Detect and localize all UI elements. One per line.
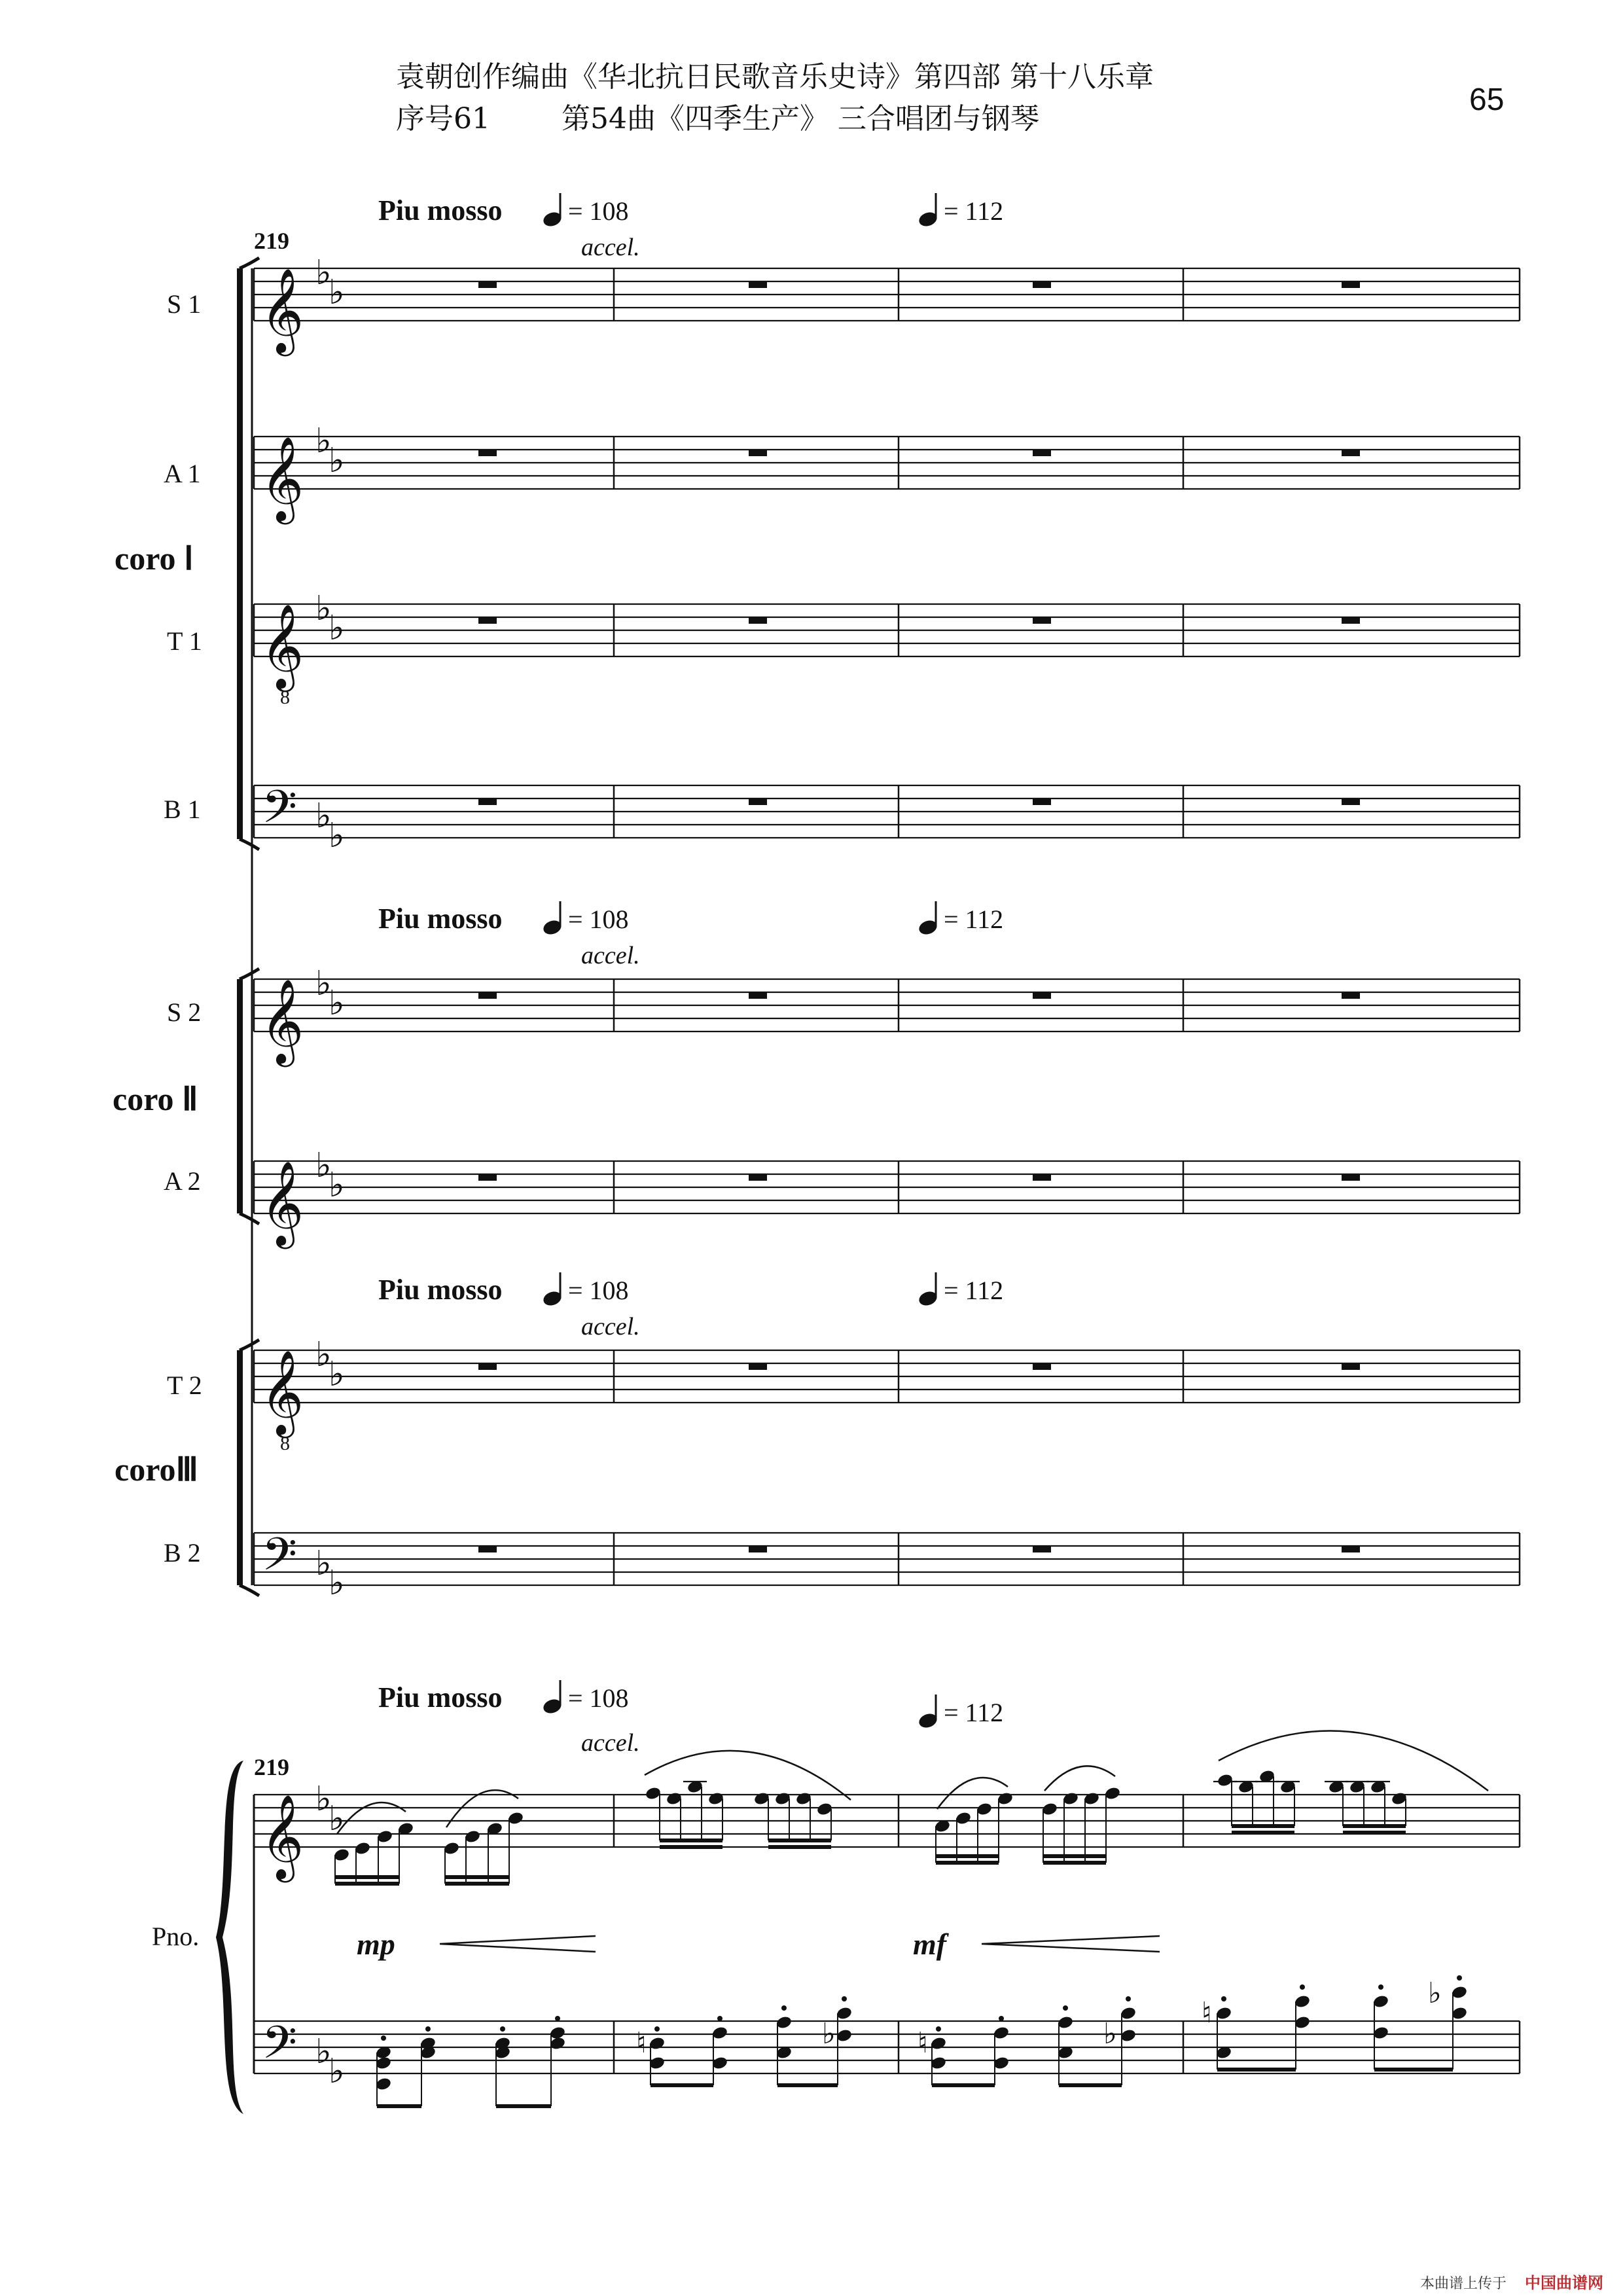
flat-icon: ♭ bbox=[329, 816, 345, 855]
slur bbox=[937, 1778, 1008, 1809]
treble-clef-icon: 𝄞 bbox=[260, 1794, 304, 1879]
metronome-108: = 108 bbox=[568, 905, 629, 934]
accel-marking: accel. bbox=[581, 1729, 640, 1757]
flat-icon: ♭ bbox=[1428, 1977, 1442, 2010]
staff bbox=[254, 1335, 1520, 1454]
whole-rest bbox=[478, 1174, 497, 1181]
staff bbox=[254, 253, 1520, 357]
tempo-marking-4 bbox=[378, 1680, 1003, 1757]
whole-rest bbox=[749, 281, 767, 288]
treble-clef-icon: 𝄞 bbox=[260, 1160, 304, 1246]
tempo-text: Piu mosso bbox=[378, 1274, 503, 1306]
tempo-text: Piu mosso bbox=[378, 903, 503, 935]
whole-rest bbox=[1342, 1363, 1360, 1370]
staccato-dot bbox=[842, 1996, 847, 2001]
whole-rest bbox=[478, 992, 497, 999]
bass-clef-icon: 𝄢 bbox=[262, 2016, 298, 2080]
piano-brace bbox=[216, 1761, 254, 2114]
flat-icon: ♭ bbox=[822, 2017, 836, 2051]
whole-rest bbox=[1342, 1546, 1360, 1552]
quarter-note-icon bbox=[917, 193, 938, 228]
flat-icon: ♭ bbox=[315, 1335, 332, 1374]
accel-marking: accel. bbox=[581, 942, 640, 969]
flat-icon: ♭ bbox=[329, 2052, 345, 2091]
staff bbox=[254, 1146, 1520, 1249]
slur bbox=[446, 1790, 518, 1827]
staff bbox=[254, 1528, 1520, 1603]
group-brackets bbox=[237, 258, 259, 1596]
whole-rest bbox=[749, 798, 767, 805]
flat-icon: ♭ bbox=[1103, 2017, 1117, 2051]
staccato-dot bbox=[999, 2016, 1004, 2021]
staff-label-b2: B 2 bbox=[164, 1538, 201, 1568]
whole-rest bbox=[1342, 281, 1360, 288]
natural-icon: ♮ bbox=[918, 2026, 928, 2060]
whole-rest bbox=[478, 1363, 497, 1370]
slur bbox=[645, 1751, 851, 1800]
staccato-dot bbox=[500, 2026, 505, 2032]
staff bbox=[254, 780, 1520, 855]
whole-rest bbox=[1342, 450, 1360, 456]
group-name-coro-1: coro Ⅰ bbox=[115, 540, 194, 577]
accel-marking: accel. bbox=[581, 1313, 640, 1340]
whole-rest bbox=[478, 281, 497, 288]
treble-clef-icon: 𝄞 bbox=[260, 603, 304, 689]
whole-rest bbox=[1342, 1174, 1360, 1181]
staff-label-s2: S 2 bbox=[167, 997, 202, 1027]
staff-label-a1: A 1 bbox=[164, 459, 201, 488]
header-piece: 第54曲《四季生产》 三合唱团与钢琴 bbox=[562, 102, 1039, 135]
dynamic-mf: mf bbox=[913, 1928, 947, 1961]
music-marks bbox=[333, 281, 1488, 2106]
tempo-marking-1 bbox=[378, 193, 1003, 261]
group-name-coro-2: coro Ⅱ bbox=[113, 1081, 198, 1117]
measure-number: 219 bbox=[254, 1754, 289, 1780]
treble-clef-icon: 𝄞 bbox=[260, 978, 304, 1064]
page-number: 65 bbox=[1469, 82, 1505, 117]
footer-logo: 中国曲谱网 bbox=[1525, 2274, 1603, 2292]
whole-rest bbox=[478, 798, 497, 805]
whole-rest bbox=[749, 1174, 767, 1181]
slur bbox=[1044, 1766, 1115, 1791]
crescendo-hairpin bbox=[982, 1936, 1160, 1952]
flat-icon: ♭ bbox=[329, 609, 345, 648]
metronome-112: = 112 bbox=[944, 905, 1004, 934]
flat-icon: ♭ bbox=[315, 422, 332, 461]
tempo-text: Piu mosso bbox=[378, 194, 503, 226]
tempo-marking-3 bbox=[378, 1272, 1003, 1340]
crescendo-hairpin bbox=[440, 1936, 596, 1952]
metronome-108: = 108 bbox=[568, 1683, 629, 1713]
staccato-dot bbox=[1126, 1996, 1131, 2001]
whole-rest bbox=[478, 1546, 497, 1552]
ottava-8: 8 bbox=[280, 1433, 290, 1454]
staff bbox=[254, 964, 1520, 1067]
whole-rest bbox=[478, 617, 497, 624]
whole-rest bbox=[1342, 992, 1360, 999]
staccato-dot bbox=[1300, 1984, 1305, 1990]
staff bbox=[254, 2016, 1520, 2091]
treble-clef-icon: 𝄞 bbox=[260, 268, 304, 353]
natural-icon: ♮ bbox=[636, 2026, 647, 2060]
bass-clef-icon: 𝄢 bbox=[262, 1528, 298, 1592]
group-name-coro-3: coroⅢ bbox=[115, 1451, 198, 1488]
staff-label-t2: T 2 bbox=[167, 1371, 202, 1400]
staccato-dot bbox=[717, 2016, 722, 2021]
flat-icon: ♭ bbox=[329, 1799, 345, 1839]
bass-clef-icon: 𝄢 bbox=[262, 780, 298, 844]
measure-number: 219 bbox=[254, 228, 289, 254]
quarter-note-icon bbox=[917, 901, 938, 937]
whole-rest bbox=[1033, 992, 1051, 999]
flat-icon: ♭ bbox=[329, 1166, 345, 1205]
metronome-108: = 108 bbox=[568, 1276, 629, 1305]
whole-rest bbox=[1342, 617, 1360, 624]
staff bbox=[254, 1780, 1520, 1883]
staff-label-a2: A 2 bbox=[164, 1166, 201, 1196]
quarter-note-icon bbox=[541, 193, 563, 228]
flat-icon: ♭ bbox=[329, 984, 345, 1023]
flat-icon: ♭ bbox=[315, 2032, 332, 2072]
treble-clef-icon: 𝄞 bbox=[260, 1350, 304, 1435]
whole-rest bbox=[749, 1363, 767, 1370]
footer-text: 本曲谱上传于 bbox=[1420, 2276, 1507, 2292]
treble-clef-icon: 𝄞 bbox=[260, 436, 304, 521]
flat-icon: ♭ bbox=[315, 797, 332, 836]
staccato-dot bbox=[381, 2036, 386, 2041]
staff-label-t1: T 1 bbox=[167, 626, 202, 656]
staff bbox=[254, 589, 1520, 708]
whole-rest bbox=[749, 992, 767, 999]
whole-rest bbox=[478, 450, 497, 456]
quarter-note-icon bbox=[541, 1680, 563, 1715]
whole-rest bbox=[1033, 617, 1051, 624]
header-index: 序号61 bbox=[396, 102, 490, 135]
ottava-8: 8 bbox=[280, 687, 290, 708]
flat-icon: ♭ bbox=[315, 1544, 332, 1583]
flat-icon: ♭ bbox=[315, 253, 332, 293]
flat-icon: ♭ bbox=[315, 1780, 332, 1819]
whole-rest bbox=[1342, 798, 1360, 805]
tempo-marking-2 bbox=[378, 901, 1003, 969]
metronome-108: = 108 bbox=[568, 196, 629, 226]
whole-rest bbox=[1033, 1363, 1051, 1370]
staccato-dot bbox=[654, 2026, 660, 2032]
whole-rest bbox=[1033, 450, 1051, 456]
flat-icon: ♭ bbox=[329, 1564, 345, 1603]
whole-rest bbox=[1033, 1174, 1051, 1181]
staff bbox=[254, 422, 1520, 525]
whole-rest bbox=[1033, 1546, 1051, 1552]
dynamic-mp: mp bbox=[357, 1928, 395, 1961]
staccato-dot bbox=[936, 2026, 941, 2032]
whole-rest bbox=[1033, 798, 1051, 805]
quarter-note-icon bbox=[917, 1695, 938, 1730]
whole-rest bbox=[749, 450, 767, 456]
staff-label-s1: S 1 bbox=[167, 289, 202, 319]
whole-rest bbox=[749, 1546, 767, 1552]
staccato-dot bbox=[1063, 2005, 1068, 2011]
flat-icon: ♭ bbox=[315, 964, 332, 1003]
header-title: 袁朝创作编曲《华北抗日民歌音乐史诗》第四部 第十八乐章 bbox=[396, 60, 1154, 94]
flat-icon: ♭ bbox=[315, 589, 332, 628]
staccato-dot bbox=[1378, 1984, 1383, 1990]
flat-icon: ♭ bbox=[329, 1355, 345, 1394]
metronome-112: = 112 bbox=[944, 1698, 1004, 1727]
metronome-112: = 112 bbox=[944, 1276, 1004, 1305]
staff-label-b1: B 1 bbox=[164, 795, 201, 824]
staves bbox=[254, 253, 1520, 2091]
staff-label-piano: Pno. bbox=[152, 1922, 200, 1951]
whole-rest bbox=[749, 617, 767, 624]
quarter-note-icon bbox=[541, 901, 563, 937]
staccato-dot bbox=[1457, 1975, 1462, 1981]
staccato-dot bbox=[781, 2005, 787, 2011]
flat-icon: ♭ bbox=[329, 441, 345, 480]
metronome-112: = 112 bbox=[944, 196, 1004, 226]
accel-marking: accel. bbox=[581, 234, 640, 261]
staccato-dot bbox=[555, 2016, 560, 2021]
flat-icon: ♭ bbox=[329, 273, 345, 312]
tempo-text: Piu mosso bbox=[378, 1681, 503, 1713]
flat-icon: ♭ bbox=[315, 1146, 332, 1185]
whole-rest bbox=[1033, 281, 1051, 288]
natural-icon: ♮ bbox=[1202, 1996, 1212, 2030]
staccato-dot bbox=[425, 2026, 431, 2032]
quarter-note-icon bbox=[541, 1272, 563, 1308]
quarter-note-icon bbox=[917, 1272, 938, 1308]
staccato-dot bbox=[1221, 1996, 1226, 2001]
